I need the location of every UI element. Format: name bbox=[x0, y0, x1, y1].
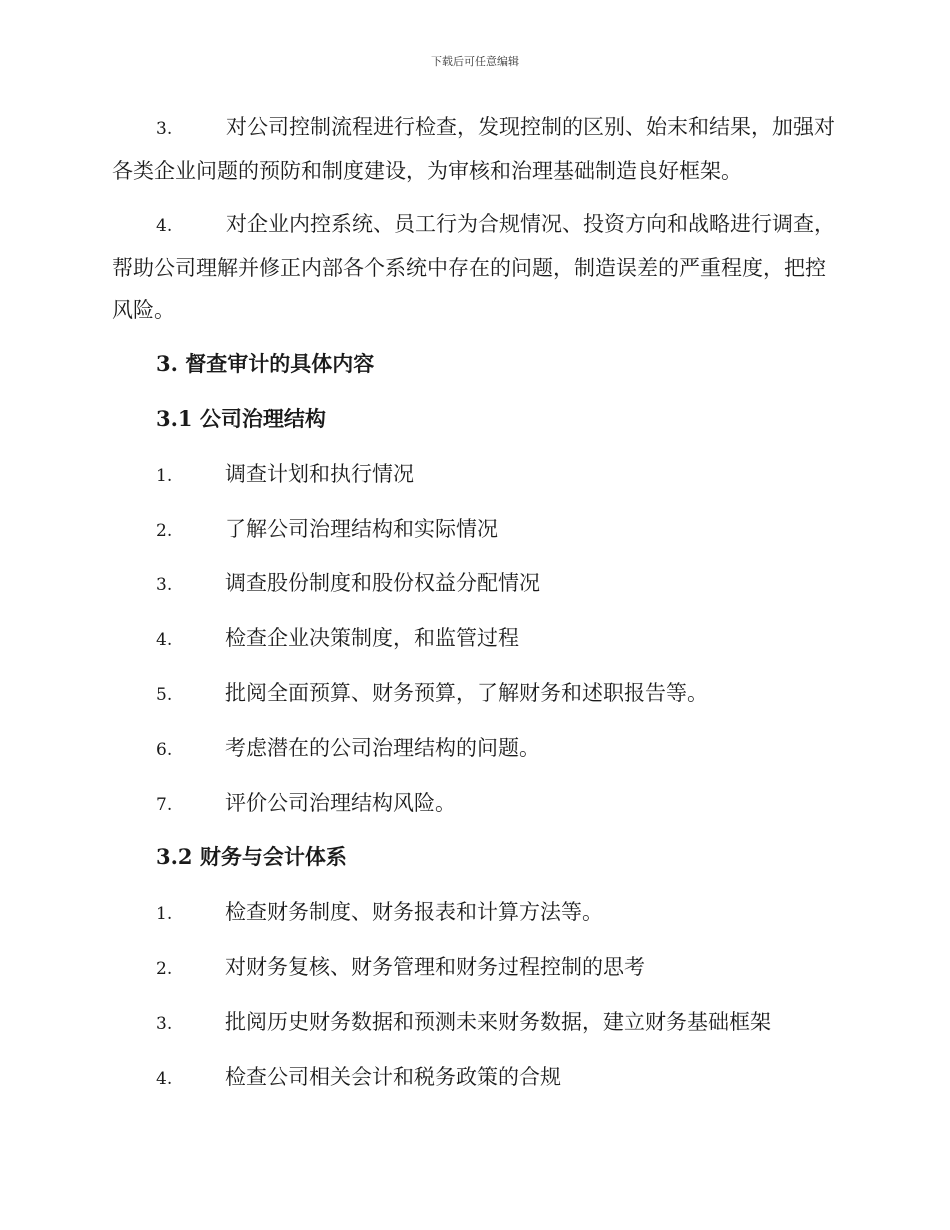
list-item-number: 2. bbox=[156, 959, 173, 979]
paragraph-number: 3. bbox=[156, 119, 173, 139]
list-item-number: 7. bbox=[156, 795, 173, 815]
list-item-number: 5. bbox=[156, 685, 173, 705]
list-item bbox=[156, 789, 456, 819]
list-item bbox=[156, 460, 414, 490]
list-item-number: 4. bbox=[156, 630, 173, 650]
list-item-text: 调查计划和执行情况 bbox=[225, 462, 414, 486]
list-item-text: 对财务复核、财务管理和财务过程控制的思考 bbox=[225, 955, 645, 979]
section-heading-3-1: 3.1 公司治理结构 bbox=[156, 406, 326, 431]
paragraph-number: 4. bbox=[156, 216, 173, 236]
list-item bbox=[156, 515, 498, 545]
list-item bbox=[156, 734, 540, 764]
list-item-number: 2. bbox=[156, 521, 173, 541]
list-item bbox=[156, 898, 603, 928]
list-item-text: 考虑潜在的公司治理结构的问题。 bbox=[225, 736, 540, 760]
list-item bbox=[156, 953, 645, 983]
list-item-text: 检查财务制度、财务报表和计算方法等。 bbox=[225, 900, 603, 924]
list-item-text: 检查公司相关会计和税务政策的合规 bbox=[225, 1065, 561, 1089]
list-item-number: 3. bbox=[156, 575, 173, 595]
list-item bbox=[156, 679, 708, 709]
paragraph-text: 对企业内控系统、员工行为合规情况、投资方向和战略进行调查，帮助公司理解并修正内部各个系统中存在的问题，制造误差的严重程度，把控风险。 bbox=[112, 212, 835, 322]
list-item-text: 批阅全面预算、财务预算，了解财务和述职报告等。 bbox=[225, 681, 708, 705]
section-heading-3-2: 3.2 财务与会计体系 bbox=[156, 844, 347, 869]
list-item bbox=[156, 1063, 561, 1093]
list-item-number: 4. bbox=[156, 1069, 173, 1089]
list-item-number: 6. bbox=[156, 740, 173, 760]
list-item-text: 批阅历史财务数据和预测未来财务数据，建立财务基础框架 bbox=[225, 1010, 771, 1034]
paragraph-text: 对公司控制流程进行检查，发现控制的区别、始末和结果，加强对各类企业问题的预防和制度建设，为审核和治理基础制造良好框架。 bbox=[112, 115, 835, 183]
list-item-text: 检查企业决策制度，和监管过程 bbox=[225, 626, 519, 650]
list-item bbox=[156, 624, 519, 654]
paragraph-item-4 bbox=[112, 203, 837, 331]
list-item-text: 调查股份制度和股份权益分配情况 bbox=[225, 571, 540, 595]
list-item-text: 了解公司治理结构和实际情况 bbox=[225, 517, 498, 541]
list-item bbox=[156, 569, 540, 599]
list-item-number: 3. bbox=[156, 1014, 173, 1034]
section-heading-3: 3. 督查审计的具体内容 bbox=[156, 351, 375, 376]
page-header: 下载后可任意编辑 bbox=[431, 55, 519, 68]
paragraph-item-3 bbox=[112, 106, 837, 192]
list-item-text: 评价公司治理结构风险。 bbox=[225, 791, 456, 815]
list-item bbox=[156, 1008, 771, 1038]
list-item-number: 1. bbox=[156, 904, 173, 924]
list-item-number: 1. bbox=[156, 466, 173, 486]
